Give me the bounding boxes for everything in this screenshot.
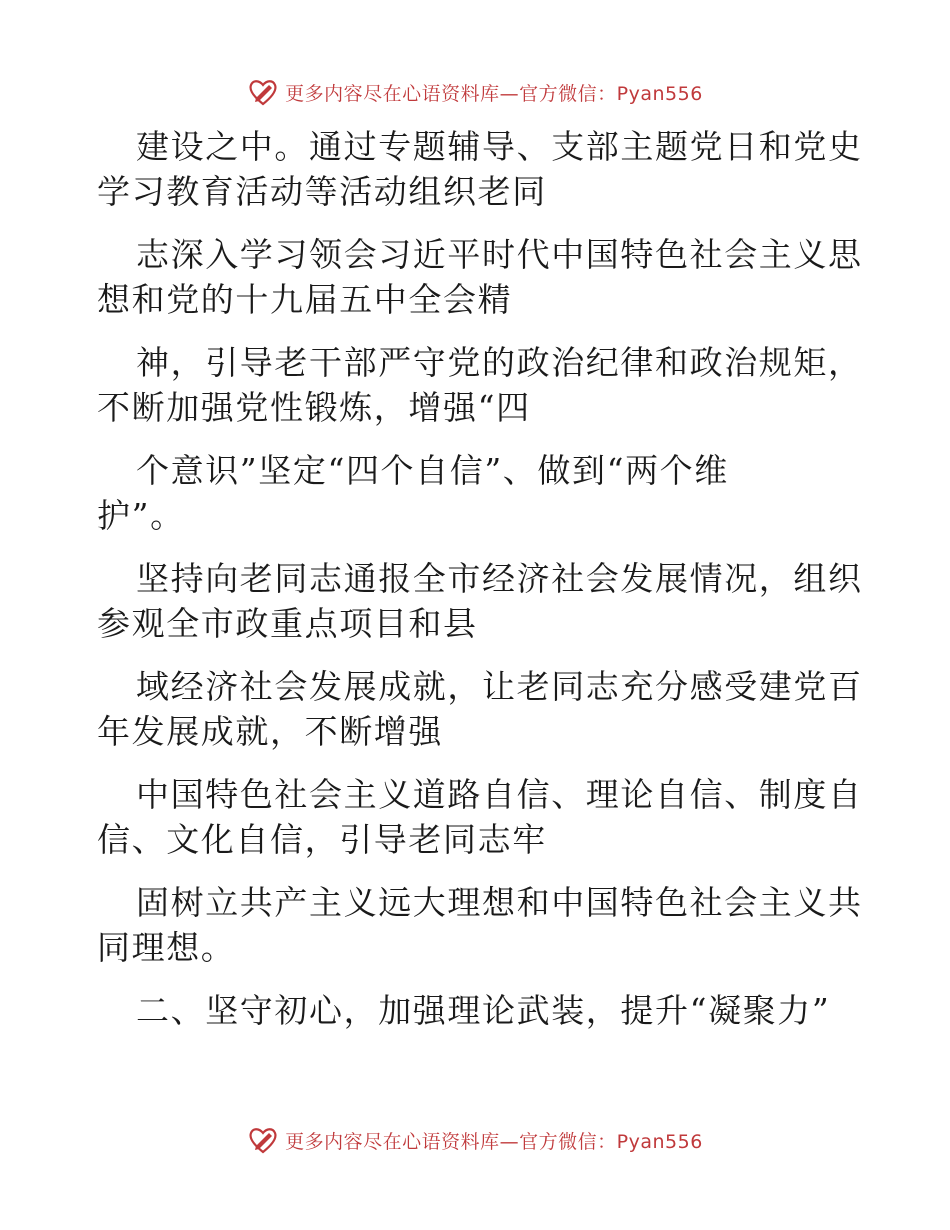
watermark-text: 更多内容尽在心语资料库—官方微信：Pyan556 xyxy=(285,82,703,105)
text-line: 不断加强党性锻炼，增强“四 xyxy=(97,388,531,427)
text-line: 志深入学习领会习近平时代中国特色社会主义思 xyxy=(136,235,863,274)
text-line: 个意识”坚定“四个自信”、做到“两个维 xyxy=(136,451,729,490)
text-line: 年发展成就，不断增强 xyxy=(97,712,443,751)
header-watermark xyxy=(0,72,950,112)
text-line: 建设之中。通过专题辅导、支部主题党日和党史 xyxy=(136,127,863,166)
text-line: 学习教育活动等活动组织老同 xyxy=(97,172,547,211)
text-line: 信、文化自信，引导老同志牢 xyxy=(97,820,547,859)
section-heading: 二、坚守初心，加强理论武装，提升“凝聚力” xyxy=(136,991,831,1030)
watermark-text: 更多内容尽在心语资料库—官方微信：Pyan556 xyxy=(285,1130,703,1153)
text-line: 同理想。 xyxy=(97,928,236,967)
heart-pen-logo-icon xyxy=(247,1124,279,1156)
text-line: 坚持向老同志通报全市经济社会发展情况，组织 xyxy=(136,559,863,598)
text-line: 固树立共产主义远大理想和中国特色社会主义共 xyxy=(136,883,863,922)
heart-pen-logo-icon xyxy=(247,76,279,108)
document-body xyxy=(97,124,867,1033)
text-line: 想和党的十九届五中全会精 xyxy=(97,280,513,319)
text-line: 护”。 xyxy=(97,496,185,535)
footer-watermark xyxy=(0,1120,950,1160)
text-line: 神，引导老干部严守党的政治纪律和政治规矩， xyxy=(136,343,863,382)
text-line: 域经济社会发展成就，让老同志充分感受建党百 xyxy=(136,667,863,706)
text-line: 参观全市政重点项目和县 xyxy=(97,604,478,643)
text-line: 中国特色社会主义道路自信、理论自信、制度自 xyxy=(136,775,863,814)
